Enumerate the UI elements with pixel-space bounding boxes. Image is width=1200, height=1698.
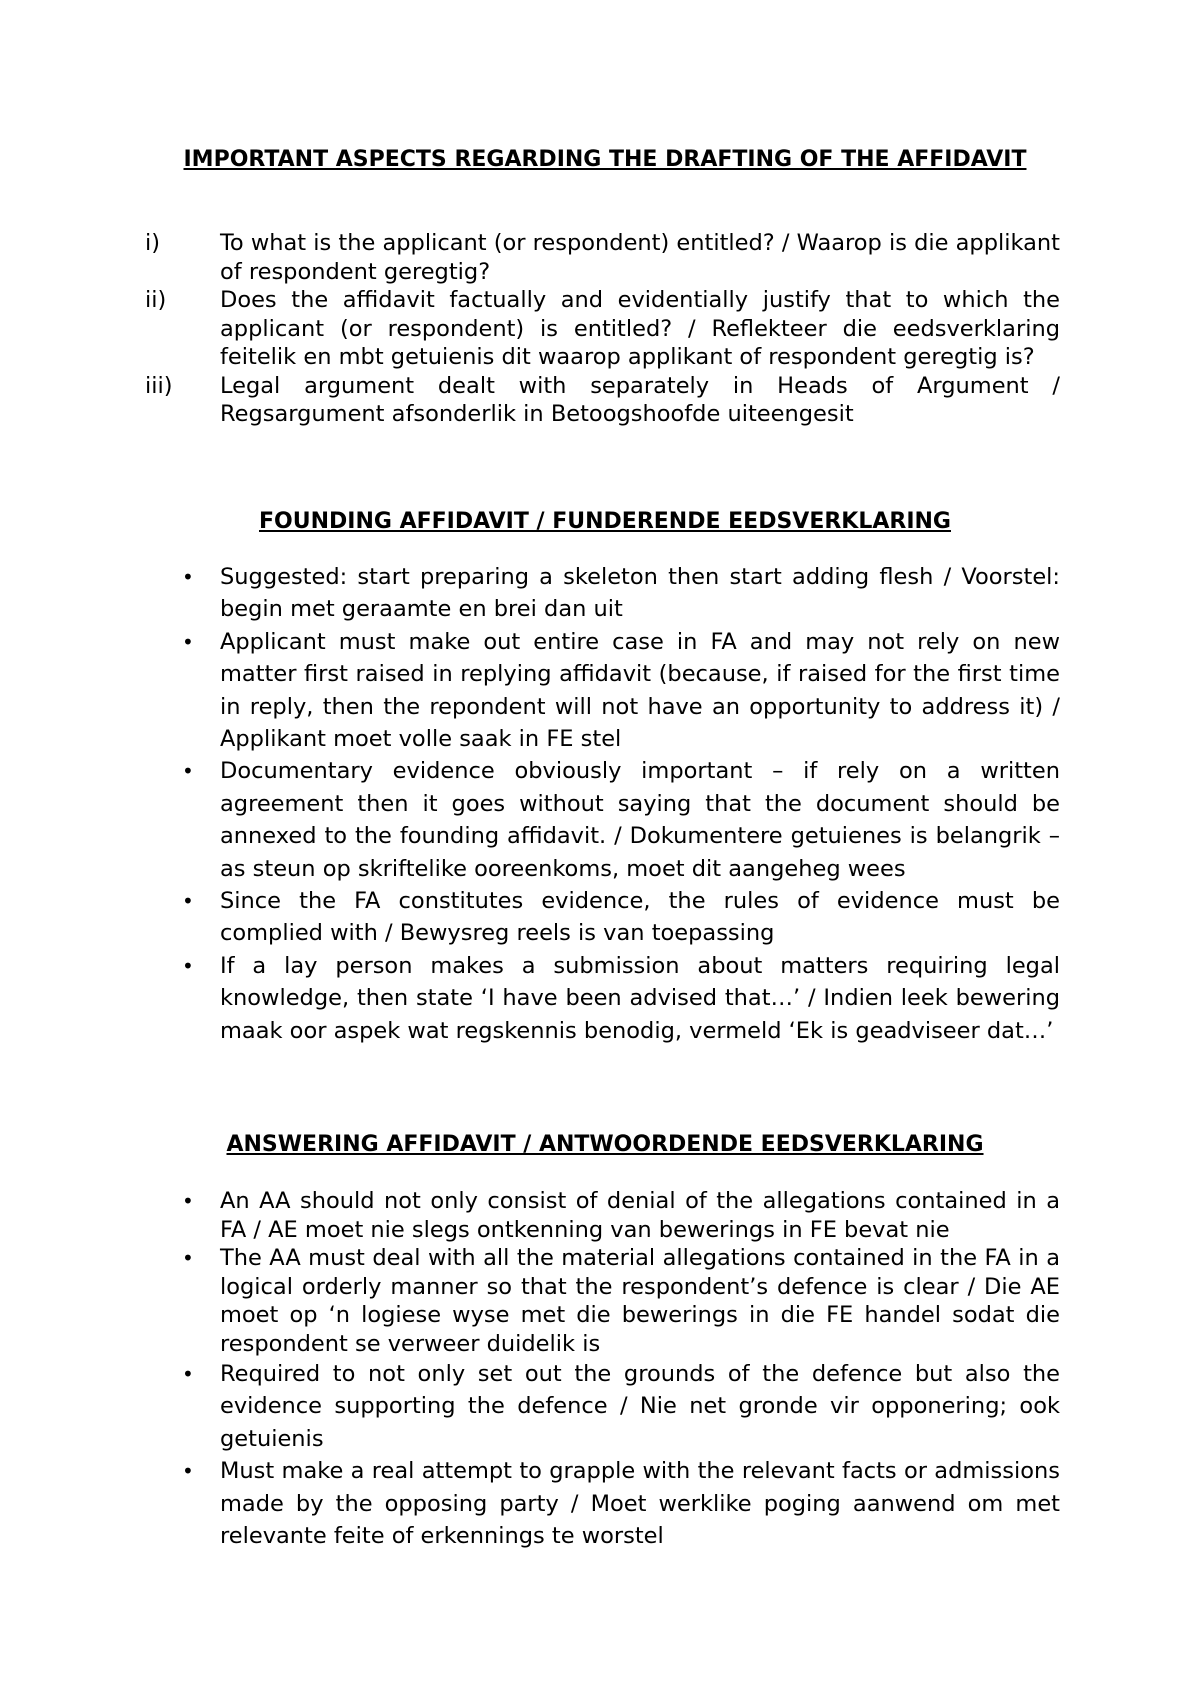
bullet-icon: • [182,565,194,589]
list-item-text: The AA must deal with all the material allegations contained in the FA in a logical orderly manner so that the respondent’s defence is clear / Die AE moet op ‘n logiese wyse met die bewerings in die FE handel sodat die respondent se verweer duidelik is [220,1245,1060,1357]
key-questions-list [145,229,1060,429]
answering-affidavit-heading: ANSWERING AFFIDAVIT / ANTWOORDENDE EEDSVERKLARING [226,1132,984,1157]
founding-affidavit-list [180,561,1060,1047]
bullet-icon: • [182,759,194,784]
list-item-text: To what is the applicant (or respondent) entitled? / Waarop is die applikant of respondent geregtig? [220,230,1060,285]
bullet-icon: • [182,1362,194,1386]
answering-affidavit-list [180,1187,1060,1552]
list-number: ii) [145,287,167,313]
list-item [145,286,1060,372]
list-item-text: If a lay person makes a submission about matters requiring legal knowledge, then state ‘I have been advised that…’ / Indien leek bewering maak oor aspek wat regskennis benodig, vermeld ‘Ek is geadviseer dat…’ [220,952,1060,1044]
founding-affidavit-heading: FOUNDING AFFIDAVIT / FUNDERENDE EEDSVERKLARING [259,509,951,534]
list-item [145,229,1060,286]
list-item [145,372,1060,429]
list-item-text: Does the affidavit factually and evidentially justify that to which the applicant (or respondent) is entitled? / Reflekteer die eedsverklaring feitelik en mbt getuienis dit waarop applikant of respondent geregtig is? [220,287,1060,370]
list-item [180,561,1060,626]
bullet-icon: • [182,889,194,914]
bullet-icon: • [182,1459,194,1484]
bullet-icon: • [182,1189,194,1213]
list-item [180,950,1060,1047]
list-number: iii) [145,372,173,399]
list-item-text: Required to not only set out the grounds of the defence but also the evidence supporting the defence / Nie net gronde vir opponering; ook getuienis [220,1361,1060,1452]
list-item [180,885,1060,950]
list-item [180,626,1060,756]
list-item [180,1244,1060,1358]
list-item-text: Must make a real attempt to grapple with the relevant facts or admissions made by the opposing party / Moet werklike poging aanwend om met relevante feite of erkennings te worstel [220,1458,1060,1550]
list-item [180,755,1060,885]
list-item-text: Since the FA constitutes evidence, the rules of evidence must be complied with / Bewysreg reels is van toepassing [220,888,1060,947]
document-title: IMPORTANT ASPECTS REGARDING THE DRAFTING OF THE AFFIDAVIT [183,147,1027,172]
list-item-text: Applicant must make out entire case in FA and may not rely on new matter first raised in replying affidavit (because, if raised for the first time in reply, then the repondent will not have an opportunity to address it) / Applikant moet volle saak in FE stel [220,628,1060,753]
bullet-icon: • [182,1246,194,1270]
list-item-text: An AA should not only consist of denial of the allegations contained in a FA / AE moet nie slegs ontkenning van bewerings in FE bevat nie [220,1188,1060,1243]
list-item [180,1455,1060,1552]
list-item-text: Legal argument dealt with separately in Heads of Argument / Regsargument afsonderlik in Betoogshoofde uiteengesit [220,372,1060,427]
bullet-icon: • [182,629,194,654]
list-item-text: Documentary evidence obviously important – if rely on a written agreement then it goes without saying that the document should be annexed to the founding affidavit. / Dokumentere getuienes is belangrik – as steun op skriftelike ooreenkoms, moet dit aangeheg wees [220,758,1060,882]
list-item [180,1358,1060,1455]
list-item [180,1187,1060,1244]
list-item-text: Suggested: start preparing a skeleton then start adding flesh / Voorstel: begin met geraamte en brei dan uit [220,564,1060,623]
list-number: i) [145,230,161,256]
bullet-icon: • [182,953,194,978]
